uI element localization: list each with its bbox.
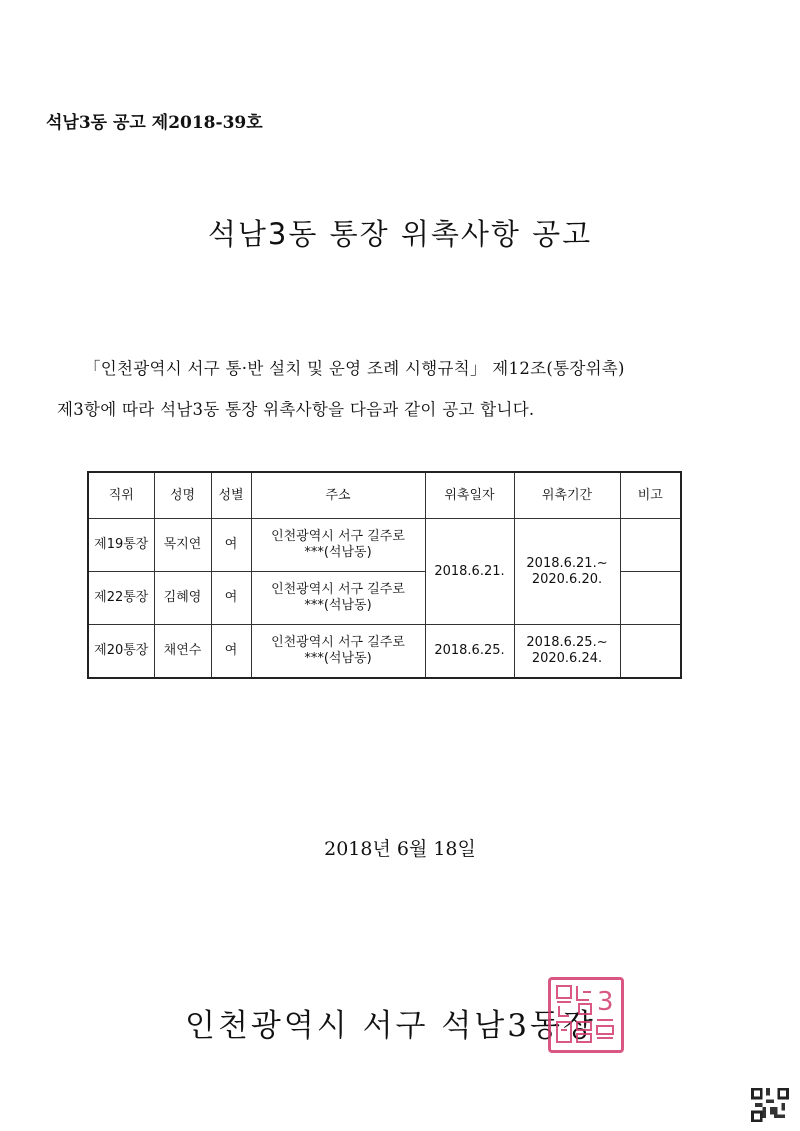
address-line: 인천광역시 서구 길주로	[271, 582, 405, 597]
header-cell: 위촉기간	[514, 472, 620, 519]
period-end: 2020.6.24.	[531, 651, 603, 666]
qr-code	[751, 1088, 789, 1122]
address-line: 인천광역시 서구 길주로	[271, 635, 405, 650]
note-cell	[620, 572, 681, 625]
svg-text:3: 3	[597, 987, 614, 1017]
position-cell: 제19통장	[88, 519, 154, 572]
gender-cell: 여	[211, 625, 251, 679]
name-cell: 김혜영	[154, 572, 211, 625]
table-row	[88, 625, 681, 679]
address-line: ***(석남동)	[304, 651, 372, 666]
address-line: ***(석남동)	[304, 545, 372, 560]
name-cell: 채연수	[154, 625, 211, 679]
address-cell	[251, 625, 425, 679]
address-line: 인천광역시 서구 길주로	[271, 529, 405, 544]
header-cell: 성명	[154, 472, 211, 519]
table-header-row	[88, 472, 681, 519]
period-start: 2018.6.25.~	[526, 635, 608, 650]
date-cell: 2018.6.25.	[425, 625, 514, 679]
header-cell: 직위	[88, 472, 154, 519]
period-start: 2018.6.21.~	[526, 555, 608, 571]
notice-number: 석남3동 공고 제2018-39호	[46, 113, 263, 133]
note-cell	[620, 625, 681, 679]
address-cell	[251, 519, 425, 572]
name-cell: 목지연	[154, 519, 211, 572]
header-cell: 위촉일자	[425, 472, 514, 519]
address-line: ***(석남동)	[304, 598, 372, 613]
issuer: 인천광역시 서구 석남3동장	[185, 1008, 596, 1044]
period-cell	[514, 625, 620, 679]
note-cell	[620, 519, 681, 572]
notice-date: 2018년 6월 18일	[324, 838, 476, 860]
date-cell: 2018.6.21.	[425, 519, 514, 625]
gender-cell: 여	[211, 572, 251, 625]
period-cell	[514, 519, 620, 625]
header-cell: 성별	[211, 472, 251, 519]
gender-cell: 여	[211, 519, 251, 572]
header-cell: 주소	[251, 472, 425, 519]
body-line: 「인천광역시 서구 통·반 설치 및 운영 조례 시행규칙」 제12조(통장위촉)	[84, 359, 625, 378]
header-cell: 비고	[620, 472, 681, 519]
body-line: 제3항에 따라 석남3동 통장 위촉사항을 다음과 같이 공고 합니다.	[57, 400, 535, 419]
position-cell: 제22통장	[88, 572, 154, 625]
table-row	[88, 519, 681, 572]
position-cell: 제20통장	[88, 625, 154, 679]
official-seal-stamp	[548, 977, 624, 1053]
period-end: 2020.6.20.	[531, 571, 603, 587]
page-title: 석남3동 통장 위촉사항 공고	[207, 217, 593, 251]
appointment-table	[87, 471, 682, 679]
address-cell	[251, 572, 425, 625]
